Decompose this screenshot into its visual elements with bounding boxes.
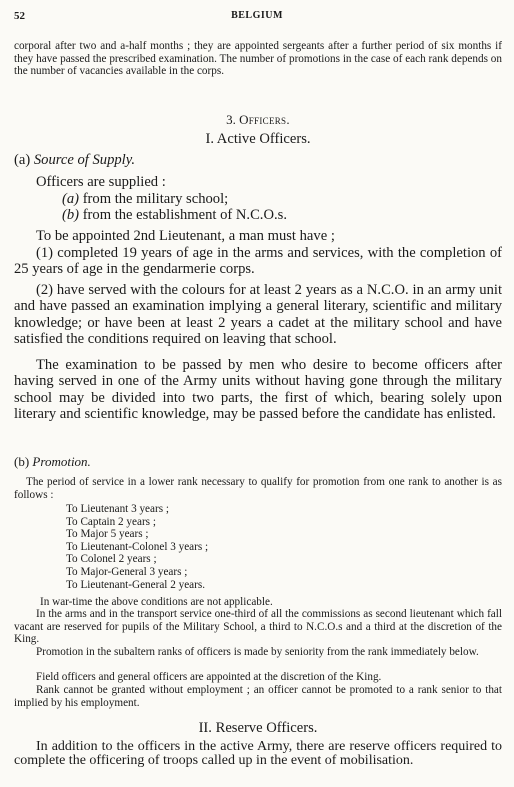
supply-lead: Officers are supplied : — [36, 174, 166, 190]
rank-item: To Lieutenant 3 years ; — [66, 503, 169, 515]
requirement-1: (1) completed 19 years of age in the arms and services, with the completion of 25 years of age in the gendarmerie corps. — [14, 245, 502, 278]
rank-item: To Major 5 years ; — [66, 528, 149, 541]
source-heading-text: Source of Supply. — [33, 152, 136, 168]
subsection-active-officers: I. Active Officers. — [205, 131, 311, 147]
supply-item-mark: (b) — [62, 207, 80, 223]
promotion-lead-block — [14, 476, 502, 501]
subsection-reserve-officers: II. Reserve Officers. — [198, 720, 318, 736]
war-time-block — [40, 596, 502, 609]
reserve-block — [14, 740, 502, 768]
promotion-heading-text: Promotion. — [32, 454, 91, 469]
section-title — [14, 112, 502, 128]
employment-paragraph: Rank cannot be granted without employment ; an officer cannot be promoted to a rank senior to that implied by his employment. — [14, 684, 502, 709]
source-label: (a) — [14, 152, 31, 168]
field-block — [14, 671, 502, 684]
rank-item: To Captain 2 years ; — [66, 515, 156, 528]
intro-paragraph-block — [14, 40, 502, 78]
section-number: 3. — [226, 112, 236, 127]
rank-list — [66, 503, 502, 591]
war-time-note: In war-time the above conditions are not applicable. — [40, 596, 273, 608]
promotion-lead: The period of service in a lower rank necessary to qualify for promotion from one rank to another is as follows : — [14, 476, 502, 501]
arms-block — [14, 608, 502, 646]
section-heading: Officers. — [239, 112, 290, 127]
page-number: 52 — [14, 10, 25, 22]
rank-item: To Colonel 2 years ; — [66, 553, 157, 566]
field-officers-paragraph: Field officers and general officers are appointed at the discretion of the King. — [36, 671, 382, 683]
requirement-1-block — [14, 245, 502, 278]
rank-item: To Lieutenant-General 2 years. — [66, 578, 205, 591]
running-title: BELGIUM — [231, 10, 283, 21]
arms-paragraph: In the arms and in the transport service one-third of all the commissions as second lieutenant which fall vacant are reserved for pupils of the Military School, a third to N.C.O.s and a third at the discretion of the King. — [14, 608, 502, 646]
promotion-label: (b) — [14, 454, 30, 469]
requirement-2-block — [14, 282, 502, 348]
requirement-2: (2) have served with the colours for at least 2 years as a N.C.O. in an army unit and have passed an examination implying a general literary, scientific and military knowledge; or have been at least 2 years a cadet at the military school and have satisfied the conditions required on leaving that school. — [14, 282, 502, 348]
second-lieutenant-intro: To be appointed 2nd Lieutenant, a man must have ; — [36, 228, 335, 244]
employment-block — [14, 684, 502, 709]
examination-paragraph: The examination to be passed by men who desire to become officers after having served in one of the Army units without having gone through the military school may be divided into two parts, the first of which, bearing solely upon literary and scientific knowledge, may be passed before the candidate has enlisted. — [14, 357, 502, 423]
intro-paragraph: corporal after two and a-half months ; they are appointed sergeants after a further period of six months if they have passed the prescribed examination. The number of promotions in the case of each rank depends on the number of vacancies available in the corps. — [14, 40, 502, 78]
page-header — [14, 10, 500, 26]
supply-item-mark: (a) — [62, 191, 80, 207]
rank-item: To Lieutenant-Colonel 3 years ; — [66, 540, 209, 553]
promotion-heading — [14, 454, 502, 470]
examination-block — [14, 357, 502, 423]
supply-item-a — [62, 191, 502, 207]
subaltern-block — [14, 646, 502, 659]
supply-item-text: from the establishment of N.C.O.s. — [82, 207, 287, 223]
source-heading — [14, 152, 502, 168]
supply-item-text: from the military school; — [82, 191, 229, 207]
subaltern-paragraph: Promotion in the subaltern ranks of officers is made by seniority from the rank immediately below. — [36, 646, 479, 658]
supply-item-b — [62, 207, 502, 223]
reserve-paragraph: In addition to the officers in the active Army, there are reserve officers required to complete the officering of troops called up in the event of mobilisation. — [14, 739, 502, 768]
rank-item: To Major-General 3 years ; — [66, 565, 188, 578]
